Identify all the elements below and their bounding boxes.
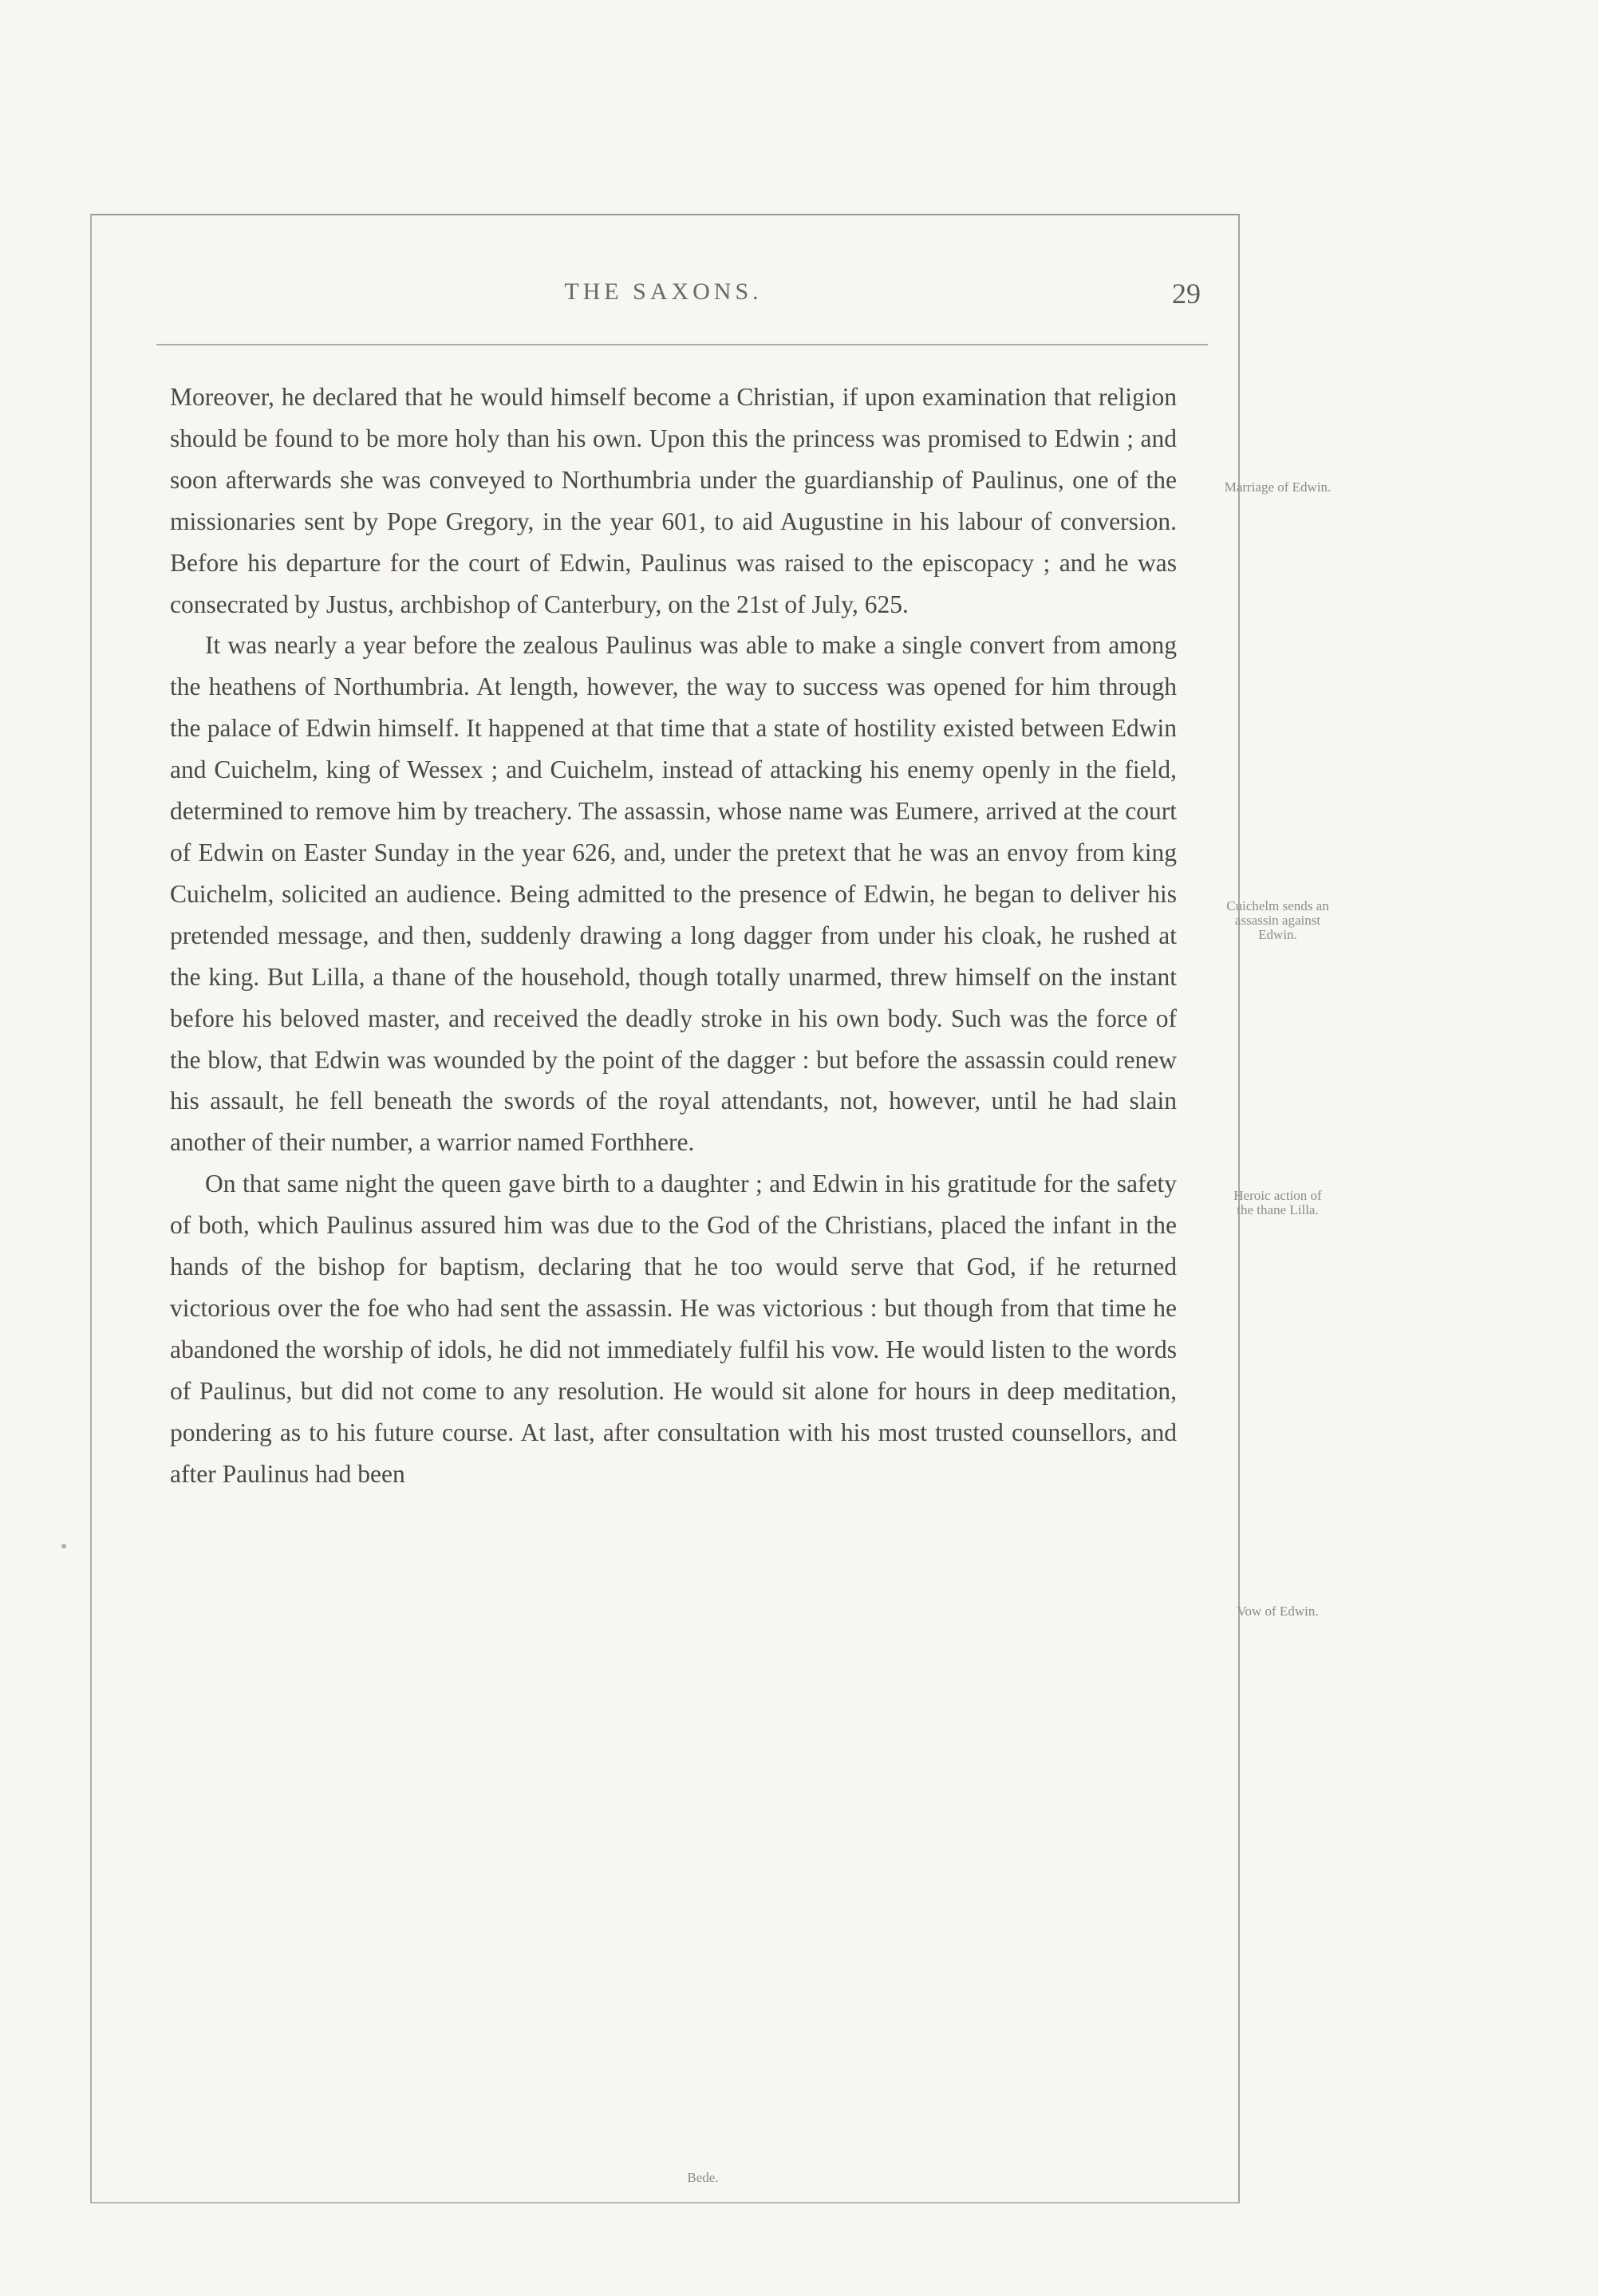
paragraph-3: On that same night the queen gave birth to a daughter ; and Edwin in his gratitude for the safety of both, which Paulinus assured him was due to the God of the Christians, placed the infant in the hands of the bishop for baptism, declaring that he too would serve that God, if he returned victorious over the foe who had sent the assassin. He was victorious : but though from that time he abandoned the worship of idols, he did not immediately fulfil his vow. He would listen to the words of Paulinus, but did not come to any resolution. He would sit alone for hours in deep meditation, pondering as to his future course. At last, after consultation with his most trusted counsellors, and after Paulinus had been [170, 1170, 1177, 1488]
paragraph-1: Moreover, he declared that he would himself become a Christian, if upon examination that religion should be found to be more holy than his own. Upon this the princess was promised to Edwin ; and soon afterwards she was conveyed to Northumbria under the guardianship of Paulinus, one of the missionaries sent by Pope Gregory, in the year 601, to aid Augustine in his labour of conversion. Before his departure for the court of Edwin, Paulinus was raised to the episcopacy ; and he was consecrated by Justus, archbishop of Canterbury, on the 21st of July, 625. [170, 383, 1177, 618]
body-text [170, 377, 1177, 1494]
paragraph-2: It was nearly a year before the zealous Paulinus was able to make a single convert from among the heathens of Northumbria. At length, however, the way to success was opened for him through the palace of Edwin himself. It happened at that time that a state of hostility existed between Edwin and Cuichelm, king of Wessex ; and Cuichelm, instead of attacking his enemy openly in the field, determined to remove him by treachery. The assassin, whose name was Eumere, arrived at the court of Edwin on Easter Sunday in the year 626, and, under the pretext that he was an envoy from king Cuichelm, solicited an audience. Being admitted to the presence of Edwin, he began to deliver his pretended message, and then, suddenly drawing a long dagger from under his cloak, he rushed at the king. But Lilla, a thane of the household, though totally unarmed, threw himself on the instant before his beloved master, and received the deadly stroke in his own body. Such was the force of the blow, that Edwin was wounded by the point of the dagger : but before the assassin could renew his assault, he fell beneath the swords of the royal attendants, not, however, until he had slain another of their number, a warrior named Forthhere. [170, 631, 1177, 1157]
page-number: 29 [1172, 278, 1201, 310]
margin-note-marriage: Marriage of Edwin. [1224, 479, 1332, 495]
header-rule [156, 344, 1208, 345]
margin-note-vow: Vow of Edwin. [1237, 1604, 1319, 1619]
footnote: Bede. [687, 2170, 719, 2185]
running-head [90, 278, 1237, 326]
paper-speck [61, 1544, 66, 1548]
running-title: THE SAXONS. [564, 278, 763, 305]
margin-note-heroic-action: Heroic action of the thane Lilla. [1233, 1188, 1322, 1217]
margin-note-assassin: Cuichelm sends an assassin against Edwin. [1226, 898, 1329, 942]
